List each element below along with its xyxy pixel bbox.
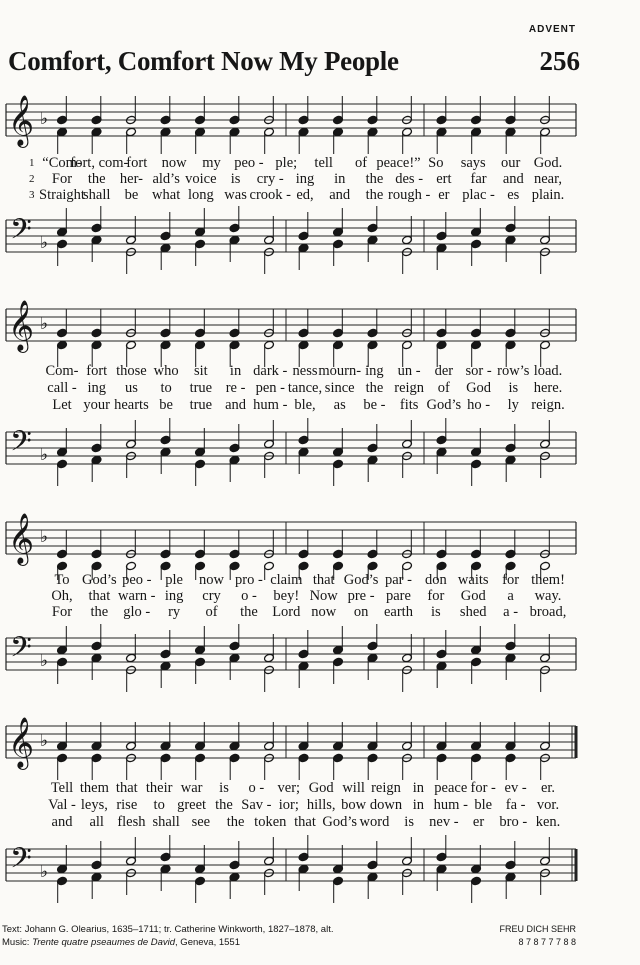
flat-icon: ♭ (40, 862, 49, 882)
lyric-syllable: God. (533, 155, 563, 171)
music-credit: Music: Trente quatre pseaumes de David, Geneva, 1551 (2, 937, 240, 948)
lyric-syllable: des - (395, 171, 424, 187)
lyric-syllable: be - (363, 397, 386, 413)
lyric-syllable: ken. (535, 814, 561, 830)
lyric-syllable: ble, (294, 397, 316, 413)
lyric-syllable: fa - (505, 797, 526, 813)
lyric-syllable: now (199, 572, 225, 588)
lyric-syllable: ble (474, 797, 493, 813)
lyric-syllable: Tell (50, 780, 74, 796)
lyric-syllable: God (466, 380, 492, 396)
lyric-syllable: now (161, 155, 187, 171)
lyric-syllable: cry - (256, 171, 284, 187)
lyric-syllable: ev - (504, 780, 527, 796)
lyric-syllable: Oh, (51, 588, 73, 604)
lyric-syllable: un - (397, 363, 421, 379)
lyric-syllable: is (404, 814, 414, 830)
lyric-syllable: here. (533, 380, 563, 396)
lyric-syllable: voice (185, 171, 217, 187)
lyric-syllable: since (324, 380, 355, 396)
lyric-syllable: warn - (118, 588, 156, 604)
lyric-syllable: peo - (122, 572, 152, 588)
lyric-syllable: shall (83, 187, 111, 203)
lyric-syllable: Lord (272, 604, 301, 620)
lyric-syllable: For (51, 604, 73, 620)
flat-icon: ♭ (40, 109, 49, 129)
lyric-syllable: ed, (296, 187, 314, 203)
lyric-syllable: sor - (465, 363, 492, 379)
lyric-syllable: greet (177, 797, 207, 813)
lyric-syllable: God’s (322, 814, 358, 830)
lyric-syllable: of (437, 380, 450, 396)
lyric-syllable: par - (384, 572, 412, 588)
hymn-number: 256 (539, 46, 580, 76)
lyric-syllable: your (83, 397, 110, 413)
bass-staff-4 (0, 835, 640, 907)
treble-clef-icon: 𝄞 (8, 300, 35, 351)
lyric-syllable: bow (341, 797, 367, 813)
lyric-syllable: God’s (343, 572, 379, 588)
lyric-syllable: and (502, 171, 524, 187)
lyric-syllable: er. (540, 780, 556, 796)
lyric-syllable: ald’s (152, 171, 180, 187)
lyric-syllable: the (226, 814, 245, 830)
lyric-syllable: pro - (235, 572, 263, 588)
lyric-syllable: load. (533, 363, 563, 379)
lyric-syllable: ho - (467, 397, 491, 413)
lyric-syllable: be (159, 397, 173, 413)
lyric-line (0, 397, 640, 412)
lyric-syllable: flesh (117, 814, 146, 830)
lyric-syllable: rough - (387, 187, 431, 203)
bass-clef-icon: 𝄢 (10, 425, 32, 465)
lyric-syllable: Now (309, 588, 338, 604)
lyric-syllable: of (355, 155, 368, 171)
lyric-syllable: nev - (429, 814, 459, 830)
lyric-syllable: To (54, 572, 70, 588)
lyric-line (0, 171, 640, 186)
lyric-syllable: in (334, 171, 346, 187)
lyric-syllable: hum - (433, 797, 468, 813)
tune-name: FREU DICH SEHR (499, 924, 576, 934)
lyric-syllable: them! (531, 572, 565, 588)
lyric-syllable: plac - (462, 187, 495, 203)
lyric-syllable: the (90, 604, 109, 620)
lyric-syllable: now (311, 604, 337, 620)
bass-clef-icon: 𝄢 (10, 631, 32, 671)
lyric-syllable: us (124, 380, 138, 396)
flat-icon: ♭ (40, 314, 49, 334)
bass-clef-icon: 𝄢 (10, 213, 32, 253)
lyric-syllable: mourn- (318, 363, 362, 379)
lyric-syllable: Let (52, 397, 72, 413)
lyric-syllable: reign (394, 380, 425, 396)
flat-icon: ♭ (40, 233, 49, 253)
lyric-syllable: says (460, 155, 486, 171)
hymn-title: Comfort, Comfort Now My People (8, 46, 399, 76)
lyric-syllable: God (308, 780, 334, 796)
lyric-syllable: them (79, 780, 109, 796)
lyric-syllable: the (365, 187, 384, 203)
lyric-syllable: in (229, 363, 242, 379)
lyric-syllable: bey! (273, 588, 300, 604)
treble-clef-icon: 𝄞 (8, 717, 35, 768)
lyric-syllable: in (412, 797, 425, 813)
lyric-syllable: bro - (499, 814, 528, 830)
lyric-line (0, 604, 640, 619)
lyric-syllable: the (87, 171, 106, 187)
lyric-syllable: Val - (48, 797, 76, 813)
lyric-syllable: and (329, 187, 351, 203)
lyric-syllable: fort (86, 363, 108, 379)
lyric-syllable: is (431, 604, 441, 620)
lyric-syllable: earth (383, 604, 413, 620)
lyric-syllable: the (240, 604, 258, 620)
lyric-syllable: true (189, 380, 213, 396)
lyric-syllable: that (312, 572, 335, 588)
lyric-line (0, 363, 640, 378)
lyric-syllable: pen - (255, 380, 285, 396)
lyric-syllable: ness (292, 363, 318, 379)
lyric-syllable: ing (164, 588, 184, 604)
lyric-syllable: near, (534, 171, 562, 187)
lyric-syllable: what (152, 187, 181, 203)
bass-staff-1 (0, 206, 640, 278)
lyric-line (0, 814, 640, 829)
lyric-syllable: er (438, 187, 450, 203)
lyric-syllable: Com- (45, 363, 79, 379)
bass-staff-2 (0, 418, 640, 490)
lyric-syllable: crook - (249, 187, 292, 203)
lyric-syllable: to (160, 380, 172, 396)
lyric-syllable: sit (193, 363, 208, 379)
treble-staff-3 (0, 508, 640, 580)
lyric-syllable: er (472, 814, 485, 830)
lyric-syllable: see (191, 814, 211, 830)
lyric-syllable: o - (241, 588, 257, 604)
lyric-syllable: So (428, 155, 444, 171)
lyric-line (0, 780, 640, 795)
lyric-syllable: waits (457, 572, 489, 588)
verse-number: 1 (29, 157, 35, 169)
lyric-syllable: for (427, 588, 445, 604)
lyric-syllable: pre - (347, 588, 375, 604)
lyric-syllable: God’s (82, 572, 117, 588)
meter: 8 7 8 7 7 7 8 8 (518, 937, 576, 947)
lyric-syllable: to (153, 797, 165, 813)
lyric-syllable: true (189, 397, 213, 413)
lyric-syllable: shall (152, 814, 180, 830)
lyric-syllable: is (508, 380, 519, 396)
lyric-syllable: pare (385, 588, 411, 604)
lyric-syllable: fits (399, 397, 419, 413)
lyric-syllable: for (502, 572, 520, 588)
lyric-syllable: tance, (287, 380, 323, 396)
lyric-syllable: in (412, 780, 425, 796)
lyric-syllable: and (225, 397, 247, 413)
lyric-syllable: peace!” (376, 155, 421, 171)
lyric-syllable: far (470, 171, 487, 187)
lyric-line (0, 797, 640, 812)
lyric-syllable: fort, com- (70, 155, 129, 171)
lyric-syllable: hearts (114, 397, 149, 413)
lyric-syllable: a - (503, 604, 519, 620)
flat-icon: ♭ (40, 651, 49, 671)
lyric-syllable: will (342, 780, 365, 796)
section-label: ADVENT (528, 24, 576, 35)
lyric-syllable: peace (434, 780, 468, 796)
lyric-syllable: long (187, 187, 214, 203)
lyric-syllable: vor. (536, 797, 560, 813)
lyric-syllable: that (88, 588, 111, 604)
lyric-syllable: Straight (39, 187, 85, 203)
lyric-syllable: all (89, 814, 104, 830)
flat-icon: ♭ (40, 731, 49, 751)
lyric-syllable: ry (168, 604, 181, 620)
lyric-syllable: call - (47, 380, 77, 396)
lyric-syllable: es (507, 187, 520, 203)
lyric-syllable: on (353, 604, 369, 620)
lyric-syllable: row’s (497, 363, 530, 379)
lyric-syllable: reign. (531, 397, 565, 413)
lyric-syllable: der (434, 363, 454, 379)
lyric-syllable: don (424, 572, 447, 588)
lyric-syllable: that (115, 780, 138, 796)
lyric-syllable: the (215, 797, 233, 813)
verse-number: 2 (29, 173, 35, 185)
lyric-syllable: plain. (531, 187, 565, 203)
lyric-syllable: rise (116, 797, 138, 813)
lyric-syllable: those (116, 363, 147, 379)
lyric-syllable: o - (248, 780, 265, 796)
treble-staff-2 (0, 295, 640, 367)
lyric-syllable: “Com- (42, 155, 82, 171)
lyric-syllable: For (51, 171, 73, 187)
lyric-syllable: ple; (275, 155, 298, 171)
lyric-syllable: reign (371, 780, 401, 796)
lyric-syllable: ior; (278, 797, 299, 813)
lyric-syllable: shed (459, 604, 487, 620)
lyric-syllable: the (365, 171, 384, 187)
lyric-syllable: leys, (80, 797, 108, 813)
verse-number: 3 (29, 189, 35, 201)
lyric-syllable: ple (165, 572, 183, 588)
lyric-syllable: dark - (253, 363, 288, 379)
lyric-syllable: was (224, 187, 247, 203)
lyric-syllable: that (294, 814, 316, 830)
bass-clef-icon: 𝄢 (10, 842, 32, 882)
lyric-syllable: her- (119, 171, 143, 187)
lyric-syllable: our (500, 155, 521, 171)
flat-icon: ♭ (40, 445, 49, 465)
lyric-syllable: ly (507, 397, 519, 413)
lyric-syllable: be (124, 187, 139, 203)
lyric-syllable: claim (270, 572, 303, 588)
lyric-syllable: tell (314, 155, 333, 171)
lyric-line (0, 572, 640, 587)
text-credit: Text: Johann G. Olearius, 1635–1711; tr. Catherine Winkworth, 1827–1878, alt. (2, 924, 334, 935)
bass-staff-3 (0, 624, 640, 696)
treble-staff-1 (0, 90, 640, 162)
lyric-syllable: and (51, 814, 73, 830)
lyric-syllable: ing (295, 171, 315, 187)
lyric-syllable: a (507, 588, 514, 604)
lyric-syllable: cry (202, 588, 221, 604)
lyric-syllable: as (333, 397, 346, 413)
lyric-syllable: God (460, 588, 486, 604)
lyric-syllable: broad, (529, 604, 567, 620)
lyric-syllable: re - (225, 380, 246, 396)
flat-icon: ♭ (40, 527, 49, 547)
treble-clef-icon: 𝄞 (8, 95, 35, 146)
lyric-syllable: ert (436, 171, 452, 187)
lyric-syllable: glo - (123, 604, 151, 620)
lyric-syllable: ver; (277, 780, 301, 796)
lyric-syllable: hills, (306, 797, 336, 813)
lyric-syllable: way. (534, 588, 562, 604)
lyric-syllable: God’s (426, 397, 462, 413)
lyric-line (0, 588, 640, 603)
lyric-syllable: the (365, 380, 384, 396)
lyric-syllable: hum - (253, 397, 288, 413)
lyric-syllable: of (205, 604, 218, 620)
lyric-syllable: word (359, 814, 390, 830)
lyric-syllable: is (230, 171, 241, 187)
lyric-syllable: fort (126, 155, 148, 171)
lyric-syllable: my (202, 155, 221, 171)
treble-clef-icon: 𝄞 (8, 513, 35, 564)
lyric-syllable: for - (470, 780, 496, 796)
lyric-syllable: who (153, 363, 179, 379)
lyric-syllable: peo - (234, 155, 264, 171)
lyric-syllable: is (219, 780, 229, 796)
lyric-syllable: war (180, 780, 203, 796)
lyric-syllable: ing (365, 363, 384, 379)
lyric-syllable: Sav - (241, 797, 272, 813)
lyric-line (0, 187, 640, 202)
lyric-syllable: token (254, 814, 287, 830)
lyric-line (0, 380, 640, 395)
lyric-syllable: their (145, 780, 173, 796)
lyric-line (0, 155, 640, 170)
lyric-syllable: ing (87, 380, 106, 396)
lyric-syllable: down (369, 797, 403, 813)
treble-staff-4 (0, 712, 640, 784)
